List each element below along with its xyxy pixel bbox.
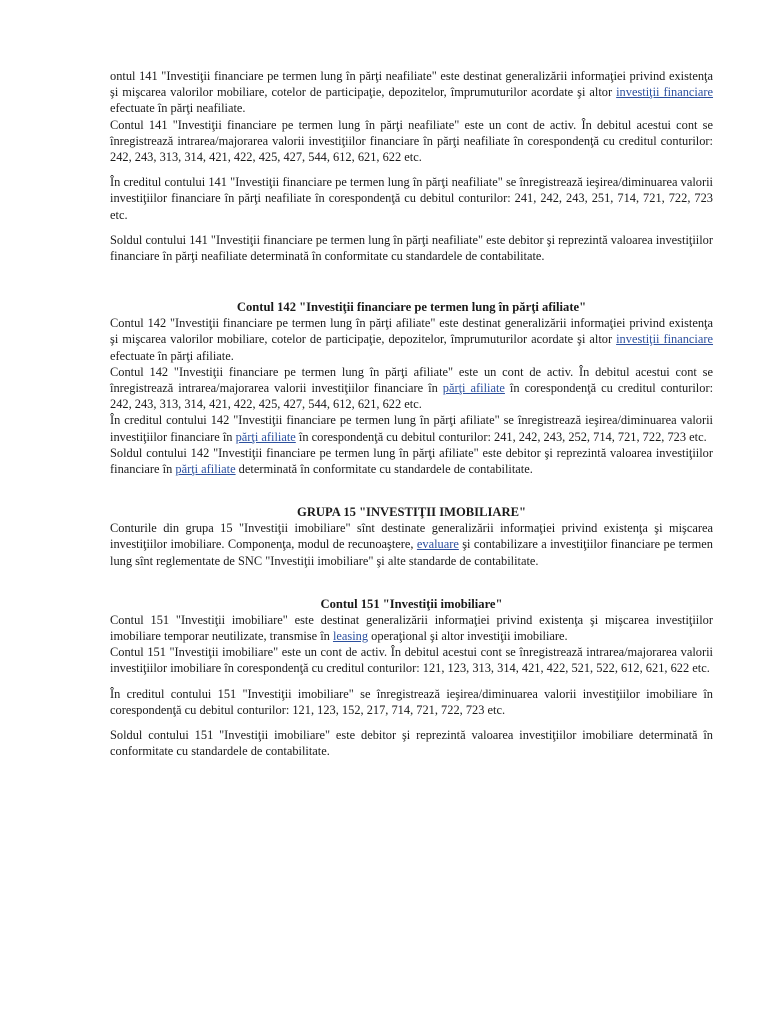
heading-contul-142: Contul 142 "Investiţii financiare pe termen lung în părţi afiliate"	[236, 300, 587, 315]
paragraph-grupa-15: Conturile din grupa 15 "Investiţii imobiliare" sînt destinate generalizării informaţiei privind existenţa şi mişcarea investiţiilor imobiliare. Componenţa, modul de recunoaştere, evaluare şi contabilizare a investiţiilor financiare pe termen lung sînt reglementate de SNC "Investiţii imobiliare" şi alte standarde de contabilitate.	[110, 521, 713, 568]
paragraph-151-credit: În creditul contului 151 "Investiţii imobiliare" se înregistrează ieşirea/diminuarea valorii investiţiilor imobiliare în corespondenţă cu debitul conturilor: 121, 123, 152, 217, 714, 721, 722, 723 etc.	[110, 686, 713, 717]
link-parti-afiliate[interactable]: părţi afiliate	[175, 462, 236, 477]
paragraph-142-debit: Contul 142 "Investiţii financiare pe termen lung în părţi afiliate" este un cont de activ. În debitul acestui cont se înregistrează intrarea/majorarea valorii investiţiilor financiare în părţi afiliate în corespondenţă cu creditul conturilor: 242, 243, 313, 314, 421, 422, 425, 427, 544, 612, 621, 622 etc.	[110, 364, 714, 412]
heading-contul-151: Contul 151 "Investiţii imobiliare"	[320, 596, 503, 611]
link-evaluare[interactable]: evaluare	[416, 537, 459, 552]
heading-grupa-15: GRUPA 15 "INVESTIŢII IMOBILIARE"	[297, 505, 526, 520]
link-investitii-financiare[interactable]: investiţii financiare	[616, 332, 714, 347]
link-parti-afiliate[interactable]: părţi afiliate	[235, 429, 296, 444]
paragraph-142-sold: Soldul contului 142 "Investiţii financiare pe termen lung în părţi afiliate" este debitor şi reprezintă valoarea investiţiilor financiare în părţi afiliate determinată în conformitate cu standardele de contabilitate.	[110, 445, 713, 477]
paragraph-151-debit: Contul 151 "Investiţii imobiliare" este un cont de activ. În debitul acestui cont se înregistrează intrarea/majorarea valorii investiţiilor imobiliare în corespondenţă cu creditul conturilor: 121, 123, 313, 314, 421, 422, 521, 522, 612, 621, 622 etc.	[110, 645, 713, 676]
paragraph-151-sold: Soldul contului 151 "Investiţii imobiliare" este debitor şi reprezintă valoarea investiţiilor imobiliare determinată în conformitate cu standardele de contabilitate.	[110, 728, 713, 759]
link-leasing[interactable]: leasing	[332, 629, 369, 644]
link-parti-afiliate[interactable]: părţi afiliate	[442, 381, 505, 396]
document-page	[110, 68, 713, 760]
paragraph-142-intro: Contul 142 "Investiţii financiare pe termen lung în părţi afiliate" este destinat generalizării informaţiei privind existenţa şi mişcarea valorilor mobiliare, cotelor de participaţie, depozitelor, împrumuturilor acordate şi altor investiţii financiare efectuate în părţi afiliate.	[110, 316, 714, 363]
paragraph-141-debit: Contul 141 "Investiţii financiare pe termen lung în părţi neafiliate" este un cont de activ. În debitul acestui cont se înregistrează intrarea/majorarea valorii investiţiilor financiare în părţi neafiliate în corespondenţă cu creditul conturilor: 242, 243, 313, 314, 421, 422, 425, 427, 544, 612, 621, 622 etc.	[110, 117, 713, 165]
paragraph-141-sold: Soldul contului 141 "Investiţii financiare pe termen lung în părţi neafiliate" este debitor şi reprezintă valoarea investiţiilor financiare în părţi neafiliate determinată în conformitate cu standardele de contabilitate.	[110, 232, 713, 264]
paragraph-142-credit: În creditul contului 142 "Investiţii financiare pe termen lung în părţi afiliate" se înregistrează ieşirea/diminuarea valorii investiţiilor financiare în părţi afiliate în corespondenţă cu debitul conturilor: 241, 242, 243, 252, 714, 721, 722, 723 etc.	[110, 413, 713, 444]
link-investitii-financiare[interactable]: investiţii financiare	[616, 85, 714, 100]
paragraph-141-credit: În creditul contului 141 "Investiţii financiare pe termen lung în părţi neafiliate" se înregistrează ieşirea/diminuarea valorii investiţiilor financiare în părţi neafiliate în corespondenţă cu debitul conturilor: 241, 242, 243, 251, 714, 721, 722, 723 etc.	[110, 175, 713, 222]
paragraph-141-intro: ontul 141 "Investiţii financiare pe termen lung în părţi neafiliate" este destinat generalizării informaţiei privind existenţa şi mişcarea valorilor mobiliare, cotelor de participaţie, depozitelor, împrumuturilor acordate şi altor investiţii financiare efectuate în părţi neafiliate.	[110, 69, 714, 116]
paragraph-151-intro: Contul 151 "Investiţii imobiliare" este destinat generalizării informaţiei privind existenţa şi mişcarea investiţiilor imobiliare temporar neutilizate, transmise în leasing operaţional şi altor investiţii imobiliare.	[110, 612, 713, 644]
